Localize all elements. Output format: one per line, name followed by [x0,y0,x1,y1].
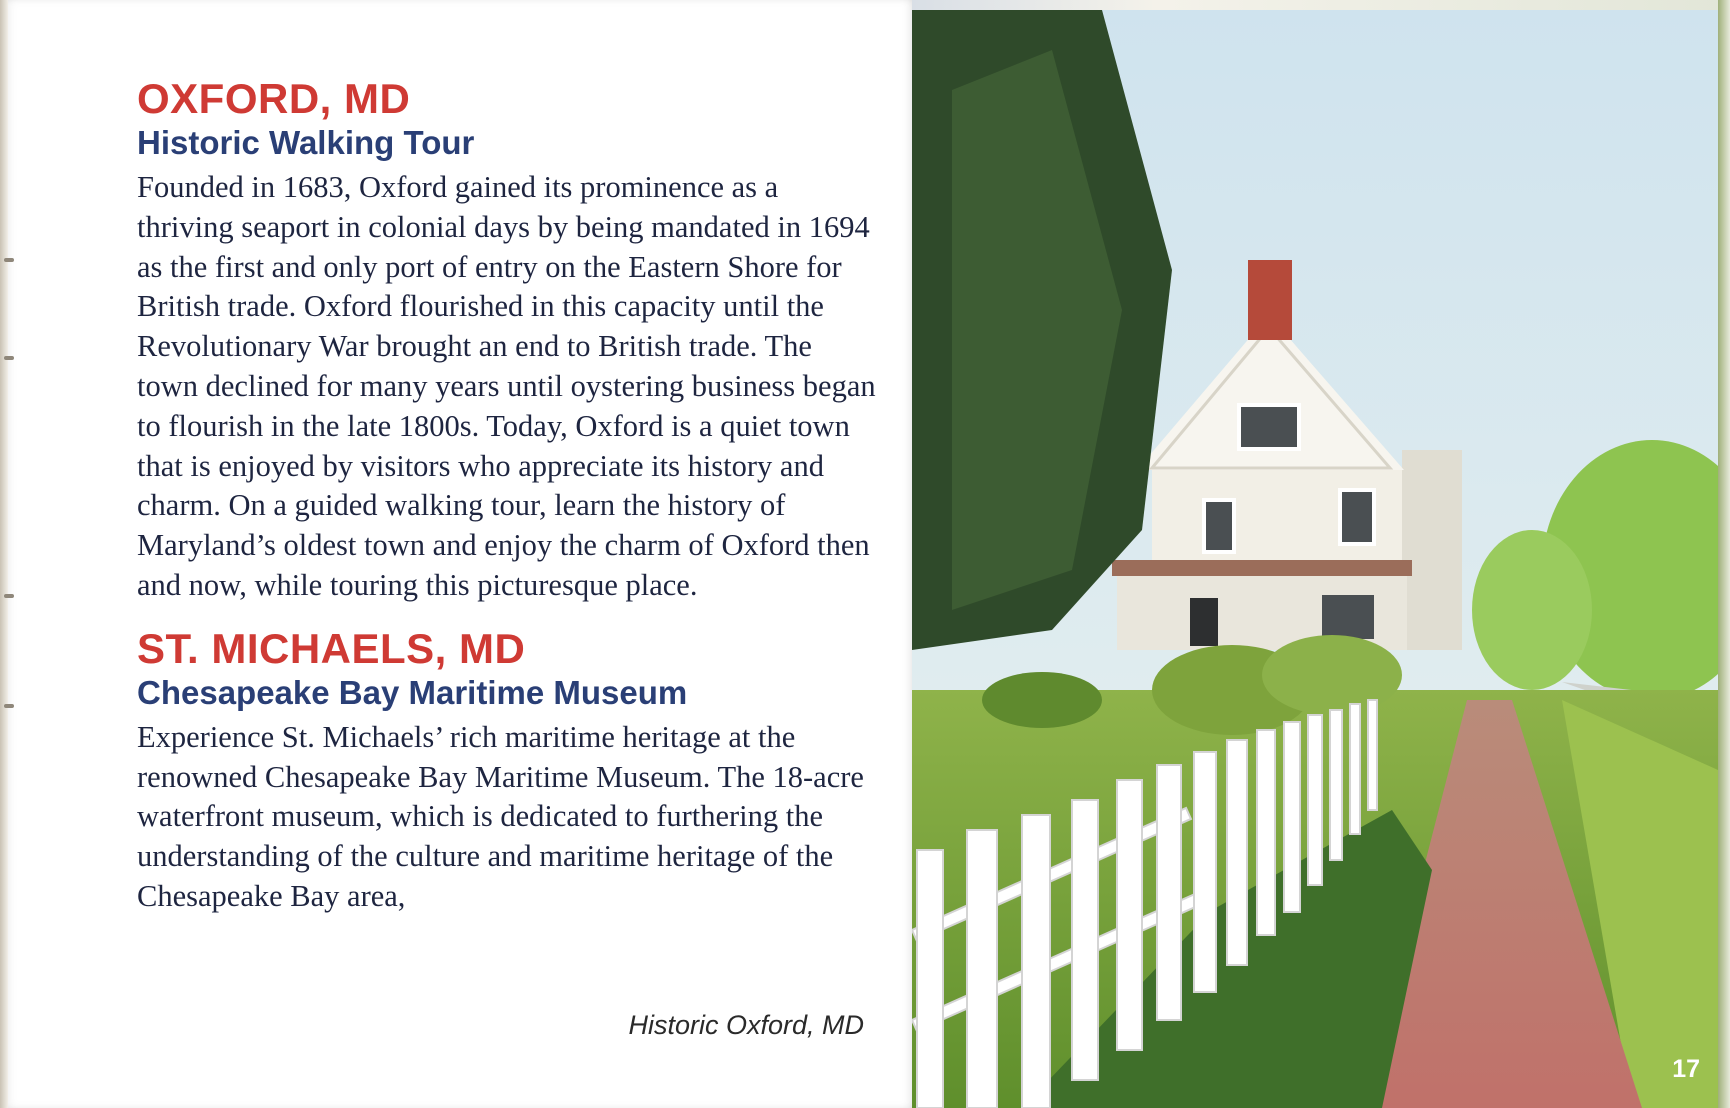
section-body-st-michaels: Experience St. Michaels’ rich maritime heritage at the renowned Chesapeake Bay Maritime Museum. The 18-acre waterfront museum, which is dedicated to furthering the understanding of the culture and maritime heritage of the Chesapeake Bay area, [137,719,864,913]
binding-stitch [4,594,14,598]
right-page-edge [1718,0,1730,1108]
binding-stitch [4,704,14,708]
article [137,76,877,937]
section-body-oxford: Founded in 1683, Oxford gained its prominence as a thriving seaport in colonial days by being mandated in 1694 as the first and only port of entry on the Eastern Shore for British trade. Oxford flourished in this capacity until the Revolutionary War brought an end to British trade. The town declined for many years until oystering business began to flourish in the late 1800s. Today, Oxford is a quiet town that is enjoyed by visitors who appreciate its history and charm. On a guided walking tour, learn the history of Maryland’s oldest town and enjoy the charm of Oxford then and now, while touring this picturesque place. [137,170,876,602]
photo-caption: Historic Oxford, MD [628,1010,864,1040]
section-heading-st-michaels: ST. MICHAELS, MD [137,624,526,672]
house-photo [912,10,1718,1108]
page-top-strip [912,0,1730,10]
section-subtitle-st-michaels: Chesapeake Bay Maritime Museum [137,673,688,711]
page-number: 17 [1672,1055,1700,1083]
binding-stitch [4,258,14,262]
binding-stitch [4,356,14,360]
binding-edge [0,0,8,1108]
section-heading-oxford: OXFORD, MD [137,75,411,122]
section-subtitle-oxford: Historic Walking Tour [137,124,475,161]
